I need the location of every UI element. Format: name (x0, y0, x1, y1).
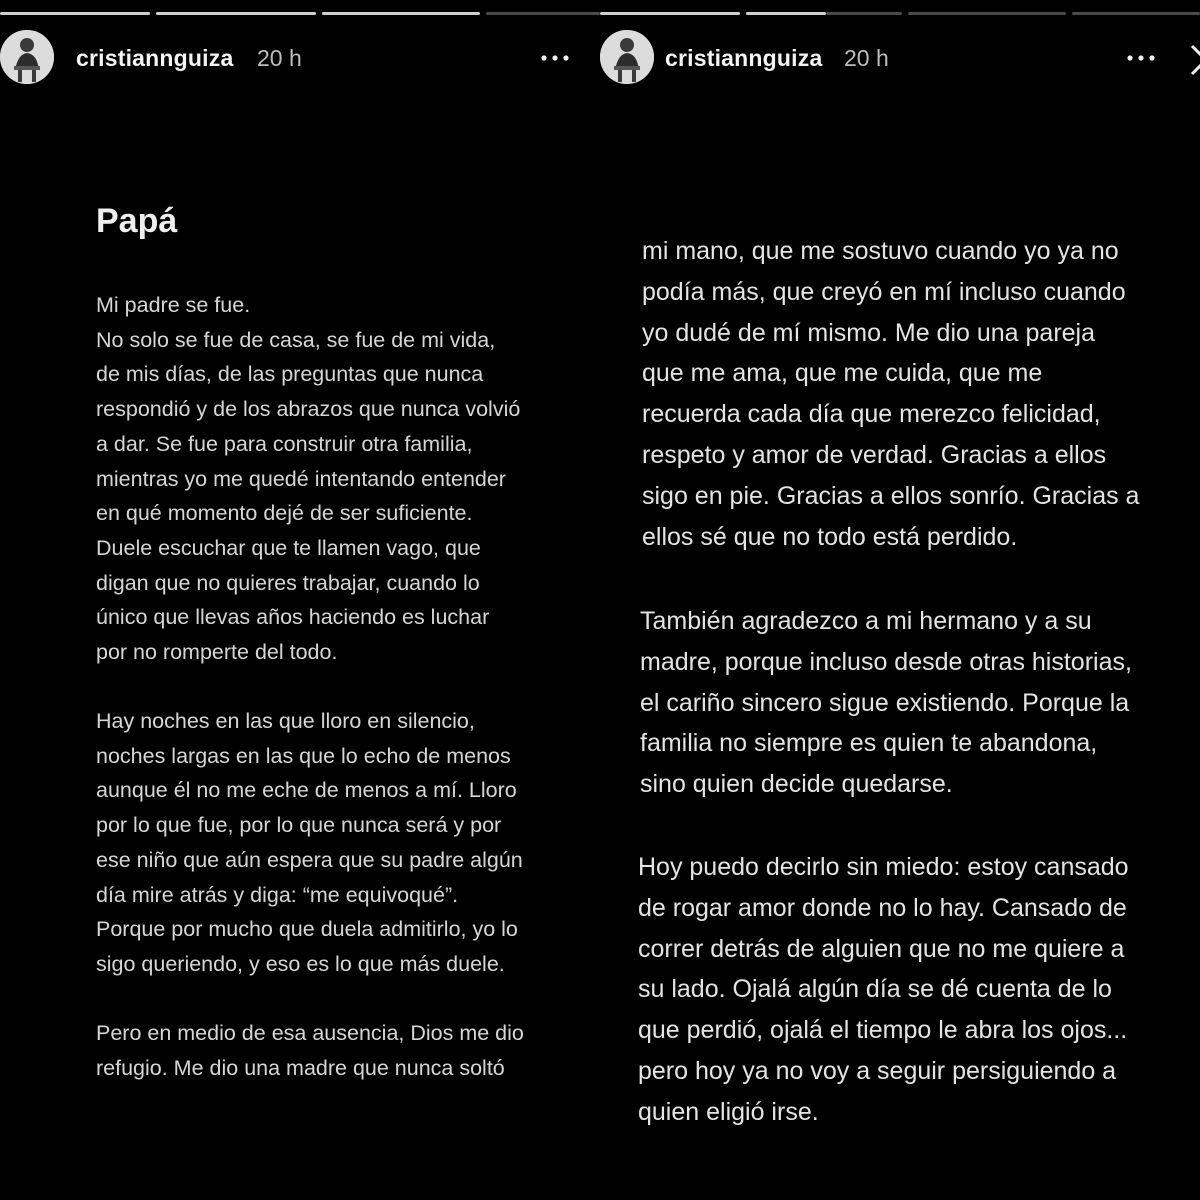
story-paragraph: Hay noches en las que lloro en silencio, noches largas en las que lo echo de menos aunque él no me eche de menos a mí. Lloro por lo que fue, por lo que nunca será y por ese niño que aún espera que su padre algún día mire atrás y diga: “me equivoqué”. Porque por mucho que duela admitirlo, yo lo sigo queriendo, y eso es lo que más duele. (96, 709, 523, 976)
username[interactable]: cristiannguiza (76, 45, 234, 71)
story-paragraph: También agradezco a mi hermano y a su madre, porque incluso desde otras historias, el cariño sincero sigue existiendo. Porque la familia no siempre es quien te abandona, sino quien decide quedarse. (640, 607, 1132, 799)
more-options-icon[interactable] (1126, 44, 1156, 72)
progress-segment (0, 12, 150, 15)
bottom-fade (0, 1090, 600, 1200)
progress-segment (908, 12, 1066, 15)
progress-segment (746, 12, 826, 15)
progress-segment (600, 12, 740, 15)
story-paragraph: Pero en medio de esa ausencia, Dios me dio refugio. Me dio una madre que nunca soltó (96, 1021, 524, 1080)
avatar-photo-icon[interactable] (600, 30, 654, 84)
story-header (600, 30, 1200, 88)
story-paragraph: Mi padre se fue. No solo se fue de casa, se fue de mi vida, de mis días, de las preguntas que nunca respondió y de los abrazos que nunca volvió a dar. Se fue para construir otra familia, mientras yo me quedé intentando entender en qué momento dejé de ser suficiente. Duele escuchar que te llamen vago, que digan que no quieres trabajar, cuando lo único que llevas años haciendo es luchar por no romperte del todo. (96, 293, 521, 665)
progress-segment (826, 12, 902, 15)
avatar-photo-icon[interactable] (0, 30, 54, 84)
post-time: 20 h (844, 45, 889, 71)
post-time: 20 h (257, 45, 302, 71)
username[interactable]: cristiannguiza (665, 45, 823, 71)
story-progress-bar (600, 12, 1200, 16)
progress-segment (322, 12, 480, 15)
progress-segment (156, 12, 316, 15)
progress-segment (1072, 12, 1200, 15)
story-right (600, 0, 1200, 1200)
more-options-icon[interactable] (540, 44, 570, 72)
story-paragraph: mi mano, que me sostuvo cuando yo ya no podía más, que creyó en mí incluso cuando yo dudé de mí mismo. Me dio una pareja que me ama, que me cuida, que me recuerda cada día que merezco felicidad, respeto y amor de verdad. Gracias a ellos sigo en pie. Gracias a ellos sonrío. Gracias a ellos sé que no todo está perdido. (642, 237, 1140, 551)
close-icon[interactable] (1188, 42, 1200, 76)
story-paragraph: Hoy puedo decirlo sin miedo: estoy cansado de rogar amor donde no lo hay. Cansado de correr detrás de alguien que no me quiere a su lado. Ojalá algún día se dé cuenta de lo que perdió, ojalá el tiempo le abra los ojos... pero hoy ya no voy a seguir persiguiendo a quien eligió irse. (638, 853, 1129, 1126)
progress-segment (486, 12, 600, 15)
story-header (0, 30, 600, 88)
story-progress-bar (0, 12, 600, 16)
story-title: Papá (96, 202, 178, 240)
